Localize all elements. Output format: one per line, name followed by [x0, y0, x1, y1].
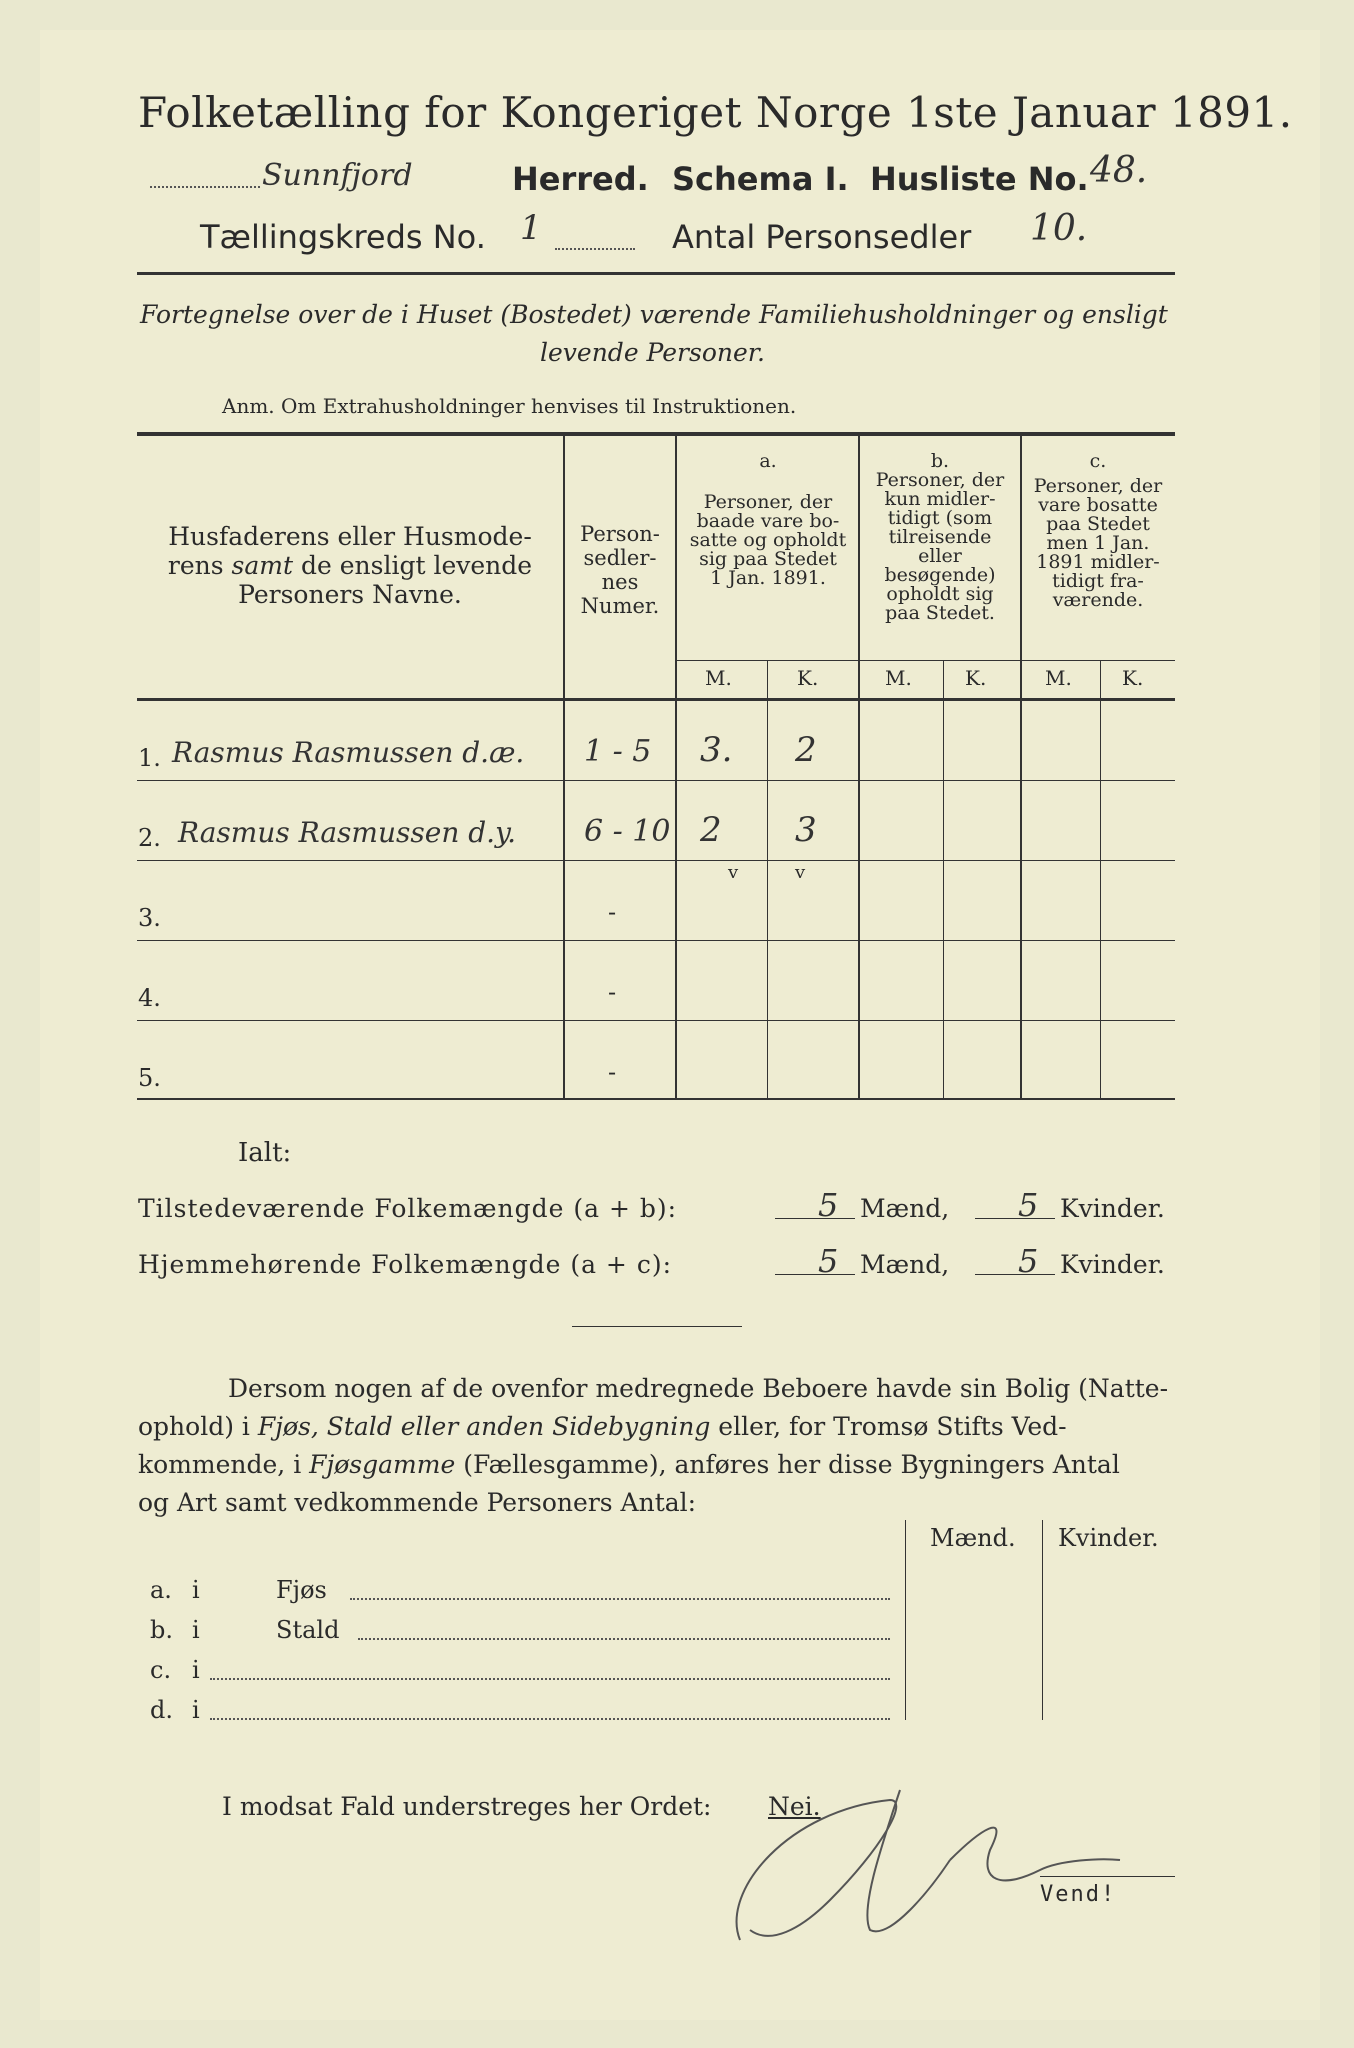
item-a-letter: a. — [150, 1576, 172, 1604]
item-c-letter: c. — [150, 1656, 172, 1684]
row-3-sedler: - — [608, 898, 617, 926]
para-line4: og Art samt vedkommende Personers Antal: — [138, 1488, 697, 1517]
col-c-header — [1022, 452, 1174, 610]
row-5-sedler: - — [608, 1058, 617, 1086]
col-c-l4: men 1 Jan. — [1046, 532, 1150, 554]
vline-names — [563, 436, 565, 1098]
col-c-m: M. — [1045, 666, 1072, 690]
hjem-k-value: 5 — [1018, 1242, 1039, 1280]
item-c-i: i — [192, 1656, 200, 1684]
modsat-text: I modsat Fald understreges her Ordet: — [222, 1792, 712, 1821]
row-2-name: Rasmus Rasmussen d.y. — [178, 816, 517, 849]
vend-text: Vend! — [1040, 1882, 1117, 1907]
antal-value: 10. — [1030, 208, 1088, 249]
row-rule-3 — [137, 940, 1175, 941]
para-l2b: Fjøs, Stald eller anden Sidebygning — [257, 1412, 711, 1441]
col-b-l7: opholdt sig — [886, 583, 994, 605]
col-names-l2a: rens — [167, 551, 232, 580]
hjem-m-value: 5 — [818, 1242, 839, 1280]
col-c-letter: c. — [1089, 450, 1107, 472]
col-names-line1: Husfaderens eller Husmode- — [168, 522, 532, 551]
para-l3a: kommende, i — [138, 1450, 310, 1479]
item-d-dots — [210, 1718, 890, 1720]
item-a-label: Fjøs — [276, 1576, 327, 1604]
hjem-label: Hjemmehørende Folkemængde (a + c): — [138, 1250, 672, 1279]
hjem-maend: Mænd, — [860, 1250, 950, 1279]
row-4-num: 4. — [138, 984, 161, 1012]
col-names-header — [140, 522, 560, 609]
col-a-l5: 1 Jan. 1891. — [710, 567, 826, 589]
kreds-value: 1 — [520, 208, 542, 248]
tilst-m-line — [775, 1218, 855, 1219]
item-d-i: i — [192, 1696, 200, 1724]
row-2-sedler: 6 - 10 — [584, 814, 671, 849]
herred-label: Herred. — [512, 160, 649, 198]
herred-dots — [150, 186, 260, 188]
col-b-l2: kun midler- — [884, 488, 996, 510]
col-c-l7: værende. — [1052, 589, 1144, 611]
item-b-i: i — [192, 1616, 200, 1644]
herred-value: Sunnfjord — [262, 158, 413, 193]
col-c-l1: Personer, der — [1033, 475, 1163, 497]
buildings-vline-1 — [905, 1520, 906, 1720]
item-a-i: i — [192, 1576, 200, 1604]
row-3-num: 3. — [138, 904, 161, 932]
col-b-header — [860, 452, 1020, 623]
husliste-value: 48. — [1090, 150, 1148, 191]
hjem-kvinder: Kvinder. — [1060, 1250, 1165, 1279]
buildings-col-kvinder: Kvinder. — [1058, 1524, 1159, 1552]
tilst-m-value: 5 — [818, 1186, 839, 1224]
buildings-vline-2 — [1042, 1520, 1043, 1720]
row-2-a-k: 3 — [795, 810, 817, 850]
item-b-letter: b. — [150, 1616, 173, 1644]
row-2-num: 2. — [138, 824, 161, 852]
item-b-dots — [358, 1638, 890, 1640]
nei-word: Nei. — [768, 1792, 821, 1821]
col-names-l2b: samt — [231, 551, 294, 580]
para-line3 — [138, 1446, 1174, 1484]
table-bottom-rule — [137, 1098, 1175, 1100]
col-num-l2: sedler- — [583, 546, 657, 570]
col-num-l1: Person- — [580, 522, 660, 546]
col-c-l6: tidigt fra- — [1052, 570, 1144, 592]
row-1-num: 1. — [138, 744, 161, 772]
mk-rule — [675, 660, 1175, 661]
check-mark-2: v — [795, 862, 806, 883]
col-names-l2c: de ensligt levende — [293, 551, 533, 580]
col-b-l3: tidigt (som — [887, 507, 993, 529]
col-a-l2: baade vare bo- — [696, 510, 840, 532]
col-b-l1: Personer, der — [875, 469, 1005, 491]
hjem-k-line — [975, 1274, 1055, 1275]
col-b-l4: tilreisende — [888, 526, 992, 548]
row-5-num: 5. — [138, 1064, 161, 1092]
col-a-l4: sig paa Stedet — [699, 548, 837, 570]
row-1-sedler: 1 - 5 — [584, 734, 652, 769]
col-a-m: M. — [705, 666, 732, 690]
vline-a-mk — [767, 660, 768, 1098]
col-a-l3: satte og opholdt — [689, 529, 847, 551]
col-b-l6: besøgende) — [884, 564, 996, 586]
tilst-maend: Mænd, — [860, 1194, 950, 1223]
separator-rule — [572, 1326, 742, 1327]
vline-c-mk — [1100, 660, 1101, 1098]
col-c-l3: paa Stedet — [1046, 513, 1150, 535]
col-a-l1: Personer, der — [703, 491, 833, 513]
subtitle-line1: Fortegnelse over de i Huset (Bostedet) værende Familiehusholdninger og ensligt — [140, 300, 1168, 329]
para-l3b: Fjøsgamme — [309, 1450, 456, 1479]
item-a-dots — [350, 1598, 890, 1600]
row-rule-1 — [137, 780, 1175, 781]
row-rule-2 — [137, 860, 1175, 861]
row-rule-4 — [137, 1020, 1175, 1021]
row-1-a-m: 3. — [700, 730, 733, 770]
col-b-k: K. — [965, 666, 987, 690]
col-a-letter: a. — [759, 450, 777, 472]
col-b-l5: eller — [918, 545, 962, 567]
col-b-letter: b. — [930, 450, 950, 472]
col-c-k: K. — [1122, 666, 1144, 690]
col-a-header — [678, 452, 858, 588]
instructions-paragraph — [138, 1370, 1174, 1522]
signature-scrawl — [680, 1770, 1140, 1970]
col-num-l3: nes — [601, 570, 639, 594]
col-names-line3: Personers Navne. — [238, 580, 462, 609]
tilst-kvinder: Kvinder. — [1060, 1194, 1165, 1223]
husliste-label: Husliste No. — [870, 160, 1089, 198]
col-a-k: K. — [797, 666, 819, 690]
item-b-label: Stald — [276, 1616, 340, 1644]
kreds-dots — [555, 248, 635, 250]
para-l2c: eller, for Tromsø Stifts Ved- — [710, 1412, 1067, 1441]
col-num-l4: Numer. — [580, 594, 660, 618]
col-b-l8: paa Stedet. — [885, 602, 995, 624]
col-names-line2 — [140, 551, 560, 580]
tilst-k-line — [975, 1218, 1055, 1219]
tilst-k-value: 5 — [1018, 1186, 1039, 1224]
item-c-dots — [210, 1678, 890, 1680]
antal-label: Antal Personsedler — [672, 218, 972, 256]
para-l2a: ophold) i — [138, 1412, 258, 1441]
anm-note: Anm. Om Extrahusholdninger henvises til Instruktionen. — [222, 394, 797, 418]
header-rule — [137, 272, 1175, 275]
col-b-m: M. — [885, 666, 912, 690]
vend-rule — [1040, 1876, 1175, 1877]
kreds-label: Tællingskreds No. — [200, 218, 486, 256]
vline-num — [675, 436, 677, 1098]
tilst-label: Tilstedeværende Folkemængde (a + b): — [138, 1194, 678, 1223]
subtitle-line2: levende Personer. — [540, 338, 765, 367]
buildings-col-maend: Mænd. — [930, 1524, 1016, 1552]
schema-label: Schema I. — [672, 160, 849, 198]
form-title: Folketælling for Kongeriget Norge 1ste Januar 1891. — [138, 88, 1293, 137]
row-1-a-k: 2 — [795, 730, 817, 770]
row-1-name: Rasmus Rasmussen d.æ. — [172, 736, 525, 769]
vline-b-mk — [943, 660, 944, 1098]
item-d-letter: d. — [150, 1696, 173, 1724]
row-2-a-m: 2 — [700, 810, 722, 850]
hjem-m-line — [775, 1274, 855, 1275]
col-c-l2: vare bosatte — [1038, 494, 1158, 516]
col-c-l5: 1891 midler- — [1036, 551, 1160, 573]
check-mark-1: v — [728, 862, 739, 883]
para-line2 — [138, 1408, 1174, 1446]
ialt-label: Ialt: — [238, 1138, 292, 1168]
para-l3c: (Fællesgamme), anføres her disse Bygningers Antal — [455, 1450, 1120, 1479]
col-num-header — [566, 522, 674, 618]
row-4-sedler: - — [608, 978, 617, 1006]
para-line1: Dersom nogen af de ovenfor medregnede Beboere havde sin Bolig (Natte- — [228, 1374, 1169, 1403]
